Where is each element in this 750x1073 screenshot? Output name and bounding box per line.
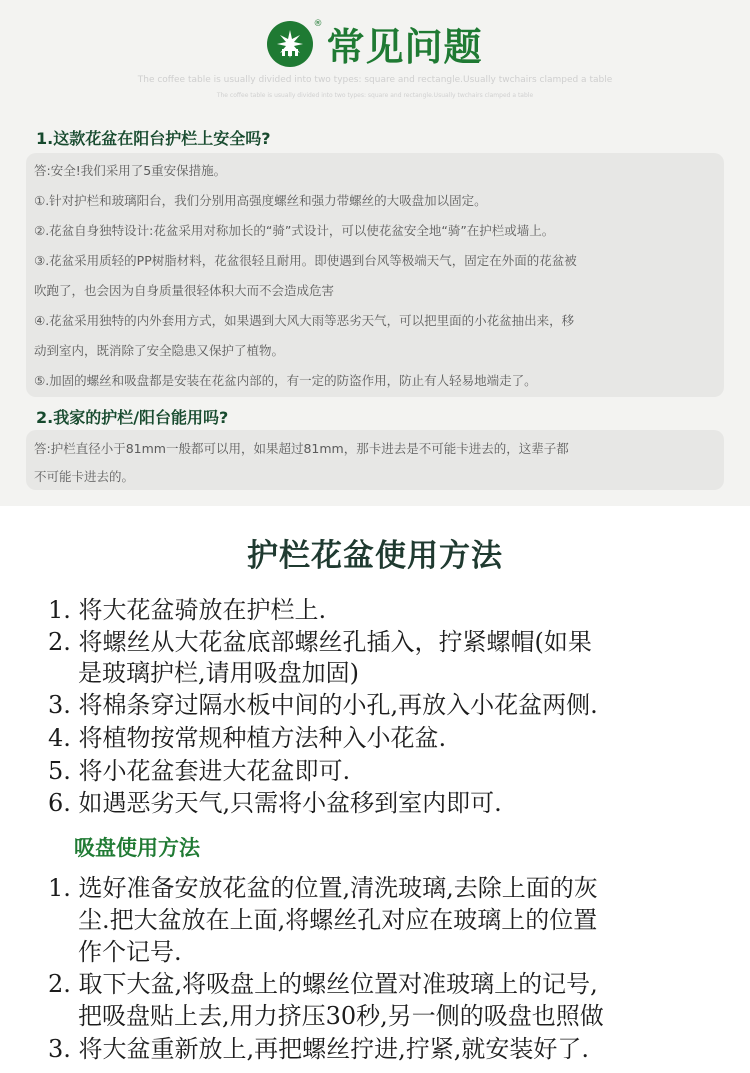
- header-subtitle-small: The coffee table is usually divided into two types: square and rectangle.Usually twchairs clamped a table: [216, 92, 534, 99]
- faq-section: [0, 0, 750, 506]
- suction-step: 尘.把大盆放在上面,将螺丝孔对应在玻璃上的位置: [78, 906, 598, 934]
- suction-step: 3. 将大盆重新放上,再把螺丝拧进,拧紧,就安装好了.: [48, 1035, 590, 1063]
- answer-line: 答:护栏直径小于81mm一般都可以用，如果超过81mm，那卡进去是不可能卡进去的，这辈子都: [34, 441, 569, 456]
- answer-line: ④.花盆采用独特的内外套用方式，如果遇到大风大雨等恶劣天气，可以把里面的小花盆抽出来，移: [34, 313, 575, 328]
- answer-line: 答:安全!我们采用了5重安保措施。: [34, 163, 227, 178]
- howto-step: 2. 将螺丝从大花盆底部螺丝孔插入，拧紧螺帽(如果: [48, 628, 592, 656]
- howto-step: 4. 将植物按常规种植方法种入小花盆.: [48, 724, 447, 752]
- registered-mark: ®: [313, 18, 323, 29]
- faq-question-1: 1.这款花盆在阳台护栏上安全吗?: [36, 129, 271, 148]
- faq-question-2: 2.我家的护栏/阳台能用吗?: [36, 408, 229, 427]
- suction-step: 2. 取下大盆,将吸盘上的螺丝位置对准玻璃上的记号,: [48, 970, 598, 998]
- suction-step: 作个记号.: [78, 938, 182, 966]
- answer-line: ⑤.加固的螺丝和吸盘都是安装在花盆内部的，有一定的防盗作用，防止有人轻易地端走了。: [34, 373, 537, 388]
- answer-line: 吹跑了，也会因为自身质量很轻体积大而不会造成危害: [34, 283, 335, 298]
- suction-cup-title: 吸盘使用方法: [74, 836, 200, 860]
- howto-step: 3. 将棉条穿过隔水板中间的小孔,再放入小花盆两侧.: [48, 691, 598, 719]
- page-title: 常见问题: [326, 25, 483, 69]
- faq-answer-1: [26, 153, 724, 397]
- howto-title: 护栏花盆使用方法: [247, 538, 503, 574]
- howto-step: 6. 如遇恶劣天气,只需将小盆移到室内即可.: [48, 789, 502, 817]
- answer-line: 动到室内，既消除了安全隐患又保护了植物。: [34, 343, 285, 358]
- suction-step: 把吸盘贴上去,用力挤压30秒,另一侧的吸盘也照做: [78, 1002, 604, 1030]
- answer-line: ①.针对护栏和玻璃阳台，我们分别用高强度螺丝和强力带螺丝的大吸盘加以固定。: [34, 193, 487, 208]
- answer-line: ②.花盆自身独特设计:花盆采用对称加长的“骑”式设计，可以使花盆安全地“骑”在护栏或墙上。: [34, 223, 555, 238]
- faq-answer-2: [26, 430, 724, 490]
- brand-logo-icon: [267, 18, 323, 67]
- header-subtitle: The coffee table is usually divided into two types: square and rectangle.Usually twchairs clamped a table: [137, 75, 613, 85]
- answer-line: 不可能卡进去的。: [34, 469, 135, 484]
- answer-line: ③.花盆采用质轻的PP树脂材料，花盆很轻且耐用。即使遇到台风等极端天气，固定在外面的花盆被: [34, 253, 577, 268]
- howto-step: 是玻璃护栏,请用吸盘加固): [78, 659, 359, 687]
- howto-step: 1. 将大花盆骑放在护栏上.: [48, 596, 327, 624]
- suction-step: 1. 选好准备安放花盆的位置,清洗玻璃,去除上面的灰: [48, 874, 598, 902]
- howto-step: 5. 将小花盆套进大花盆即可.: [48, 757, 351, 785]
- page-header: [0, 16, 750, 71]
